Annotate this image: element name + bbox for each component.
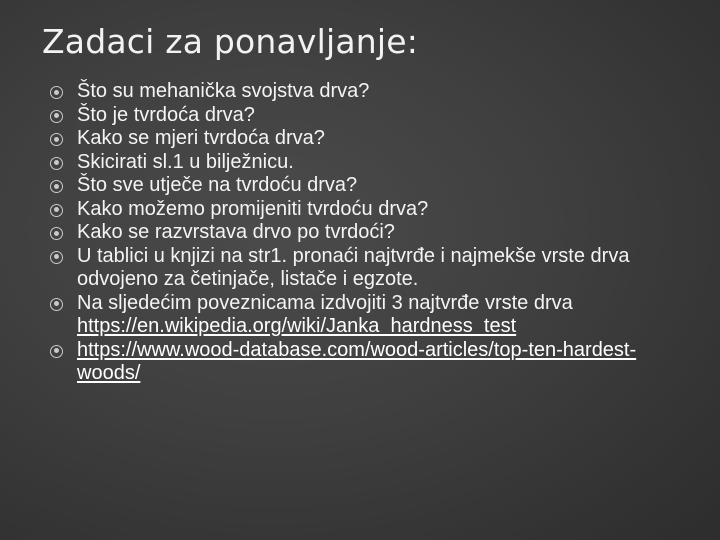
circle-dot-icon [50, 227, 63, 240]
janka-hardness-link[interactable]: https://en.wikipedia.org/wiki/Janka_hardness_test [77, 315, 517, 337]
list-item-text: Što sve utječe na tvrdoću drva? [77, 174, 358, 196]
circle-dot-icon [50, 251, 63, 264]
list-item [50, 198, 670, 222]
list-item-text: Na sljedećim poveznicama izdvojiti 3 najtvrđe vrste drva [77, 291, 573, 314]
list-item [50, 80, 670, 104]
list-item [50, 339, 670, 386]
circle-dot-icon [50, 86, 63, 99]
list-item [50, 104, 670, 128]
list-item [50, 174, 670, 198]
list-item [50, 292, 670, 339]
circle-dot-icon [50, 298, 63, 311]
circle-dot-icon [50, 180, 63, 193]
circle-dot-icon [50, 110, 63, 123]
list-item-text: Kako se mjeri tvrdoća drva? [77, 127, 325, 149]
list-item [50, 151, 670, 175]
list-item-text: Kako možemo promijeniti tvrdoću drva? [77, 197, 429, 220]
circle-dot-icon [50, 204, 63, 217]
list-item-text: U tablici u knjizi na str1. pronaći najtvrđe i najmekše vrste drva odvojeno za četinjače, listače i egzote. [77, 244, 630, 290]
circle-dot-icon [50, 157, 63, 170]
circle-dot-icon [50, 345, 63, 358]
task-list [50, 80, 670, 386]
list-item-text: Što su mehanička svojstva drva? [77, 80, 370, 102]
list-item [50, 221, 670, 245]
list-item-text: Što je tvrdoća drva? [77, 103, 255, 126]
circle-dot-icon [50, 133, 63, 146]
list-item [50, 127, 670, 151]
list-item-text: Kako se razvrstava drvo po tvrdoći? [77, 221, 395, 243]
slide-title: Zadaci za ponavljanje: [42, 22, 419, 61]
list-item-text: Skicirati sl.1 u bilježnicu. [77, 150, 294, 173]
wood-database-link[interactable]: https://www.wood-database.com/wood-articles/top-ten-hardest-woods/ [77, 338, 637, 384]
list-item [50, 245, 670, 292]
